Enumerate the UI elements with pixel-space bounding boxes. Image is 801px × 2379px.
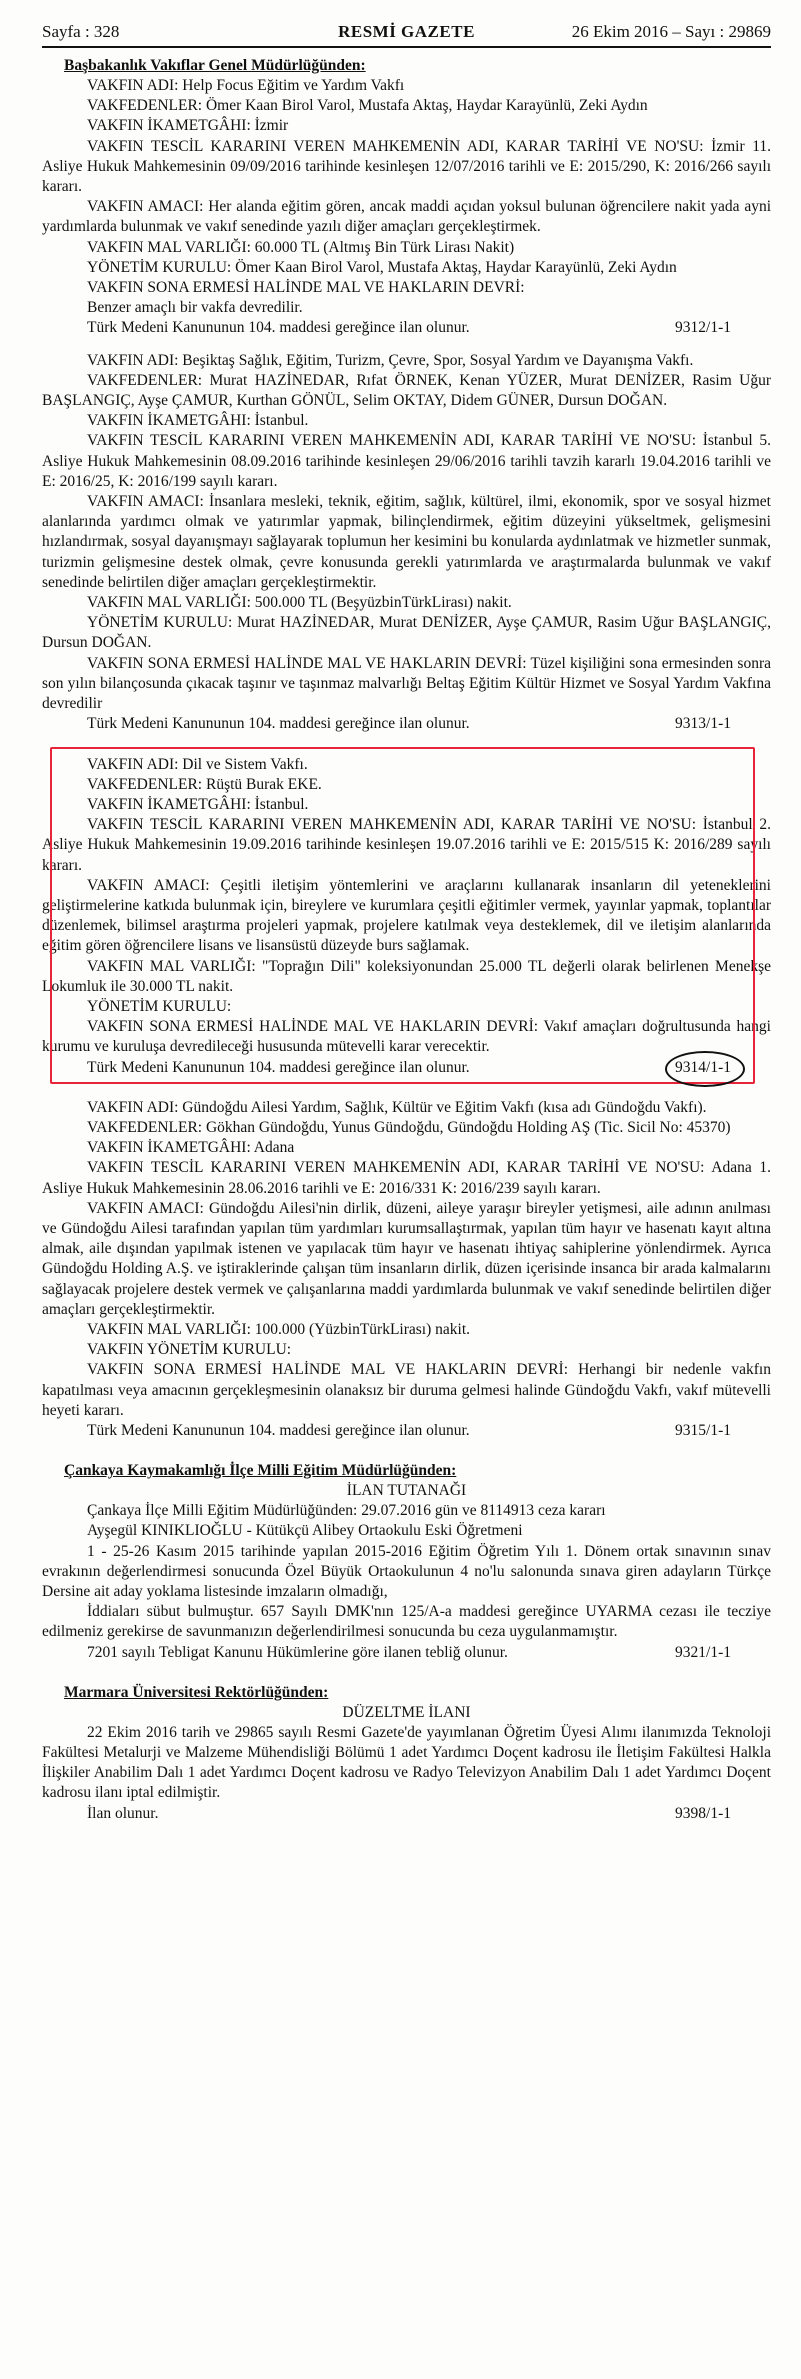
- foundation-name: VAKFIN ADI: Gündoğdu Ailesi Yardım, Sağlık, Kültür ve Eğitim Vakfı (kısa adı Gündoğdu Vakfı).: [87, 1098, 707, 1116]
- publication-title: RESMİ GAZETE: [338, 22, 475, 41]
- issue-date: 26 Ekim 2016 – Sayı : 29869: [571, 22, 771, 41]
- dissolution: VAKFIN SONA ERMESİ HALİNDE MAL VE HAKLARIN DEVRİ: Vakıf amaçları doğrultusunda hangi kurumu ve kuruluşa devredileceği hususunda mütevelli karar verecektir.: [42, 1018, 771, 1056]
- legal-notice: İlan olunur. 9398/1-1: [42, 1804, 771, 1824]
- section-title: Marmara Üniversitesi Rektörlüğünden:: [64, 1683, 329, 1701]
- paragraph: Çankaya İlçe Milli Eğitim Müdürlüğünden: 29.07.2016 gün ve 8114913 ceza kararı: [87, 1502, 606, 1520]
- foundation-name: VAKFIN ADI: Beşiktaş Sağlık, Eğitim, Turizm, Çevre, Spor, Sosyal Yardım ve Dayanışma Vakfı.: [87, 351, 694, 369]
- section-subtitle: DÜZELTME İLANI: [342, 1703, 471, 1721]
- reference-number: 9315/1-1: [675, 1422, 731, 1439]
- founders: VAKFEDENLER: Murat HAZİNEDAR, Rıfat ÖRNEK, Kenan YÜZER, Murat DENİZER, Rasim Uğur BAŞLANGIÇ, Ayşe ÇAMUR, Kurthan GÖNÜL, Selim OKTAY, Didem GÜNER, Dursun DOĞAN.: [42, 371, 771, 410]
- board: YÖNETİM KURULU:: [87, 997, 232, 1015]
- dissolution: VAKFIN SONA ERMESİ HALİNDE MAL VE HAKLARIN DEVRİ:: [87, 279, 525, 297]
- dissolution-detail: Benzer amaçlı bir vakfa devredilir.: [87, 299, 303, 317]
- announcement-help-focus: [42, 56, 771, 339]
- paragraph: İddiaları sübut bulmuştur. 657 Sayılı DMK'nın 125/A-a maddesi gereğince UYARMA cezası ile tecziye edilmeniz gerekirse de savunmanızın değerlendirilmesi sonucunda bu ceza uygulanmamıştır.: [42, 1603, 771, 1641]
- court-decision: VAKFIN TESCİL KARARINI VEREN MAHKEMENİN ADI, KARAR TARİHİ VE NO'SU: İstanbul 5. Asliye Hukuk Mahkemesinin 08.09.2016 tarihinde kesinleşen 29/06/2016 tarihli tavzih kararlı 19.04.2016 tarihli ve E: 2016/25, K: 2016/199 sayılı kararı.: [42, 432, 771, 490]
- paragraph: Ayşegül KINIKLIOĞLU - Kütükçü Alibey Ortaokulu Eski Öğretmeni: [87, 1522, 523, 1540]
- section-title: Başbakanlık Vakıflar Genel Müdürlüğünden:: [64, 57, 366, 74]
- announcement-besiktas: [42, 351, 771, 735]
- founders: VAKFEDENLER: Rüştü Burak EKE.: [87, 775, 322, 793]
- page-header: [42, 22, 771, 44]
- board: VAKFIN YÖNETİM KURULU:: [87, 1341, 292, 1359]
- court-decision: VAKFIN TESCİL KARARINI VEREN MAHKEMENİN ADI, KARAR TARİHİ VE NO'SU: İstanbul 2. Asliye Hukuk Mahkemesinin 19.09.2016 tarihinde kesinleşen 19.07.2016 tarihli ve E: 2015/515 K: 2016/289 sayılı kararı.: [42, 816, 771, 874]
- section-title: Çankaya Kaymakamlığı İlçe Milli Eğitim Müdürlüğünden:: [64, 1462, 457, 1480]
- dissolution: VAKFIN SONA ERMESİ HALİNDE MAL VE HAKLARIN DEVRİ: Tüzel kişiliğini sona ermesinden sonra son yılın bilançosunda çıkacak taşınır ve taşınmaz malvarlığı Beltaş Eğitim Kültür Hizmet ve Sosyal Yardım Vakfına devredilir: [42, 654, 771, 713]
- board: YÖNETİM KURULU: Ömer Kaan Birol Varol, Mustafa Aktaş, Haydar Karayünlü, Zeki Aydın: [87, 258, 677, 276]
- highlight-box: [50, 747, 755, 1084]
- legal-notice: Türk Medeni Kanununun 104. maddesi gereğince ilan olunur. 9313/1-1: [42, 714, 771, 734]
- residence: VAKFIN İKAMETGÂHI: İzmir: [87, 117, 289, 135]
- foundation-name: VAKFIN ADI: Dil ve Sistem Vakfı.: [87, 755, 308, 773]
- section-subtitle: İLAN TUTANAĞI: [346, 1482, 467, 1500]
- court-decision: VAKFIN TESCİL KARARINI VEREN MAHKEMENİN ADI, KARAR TARİHİ VE NO'SU: İzmir 11. Asliye Hukuk Mahkemesinin 09/09/2016 tarihinde kesinleşen 12/07/2016 tarihli ve E: 2015/290, K: 2016/266 sayılı kararı.: [42, 137, 771, 196]
- legal-notice: Türk Medeni Kanununun 104. maddesi gereğince ilan olunur. 9314/1-1: [42, 1058, 771, 1078]
- reference-number: 9398/1-1: [675, 1804, 731, 1822]
- assets: VAKFIN MAL VARLIĞI: "Toprağın Dili" koleksiyonundan 25.000 TL değerli olarak belirlenen Menekşe Lokumluk ile 30.000 TL nakit.: [42, 957, 771, 995]
- court-decision: VAKFIN TESCİL KARARINI VEREN MAHKEMENİN ADI, KARAR TARİHİ VE NO'SU: Adana 1. Asliye Hukuk Mahkemesinin 28.06.2016 tarihli ve E: 2016/331 K: 2016/239 sayılı kararı.: [42, 1159, 771, 1197]
- announcement-cankaya: [42, 1461, 771, 1663]
- purpose: VAKFIN AMACI: Her alanda eğitim gören, ancak maddi açıdan yoksul bulunan öğrencilere nakit yada ayni yardımlarda bulunmak ve vakıf senedinde yazılı diğer amaçları gerçekleştirmek.: [42, 198, 771, 236]
- reference-number: 9314/1-1: [675, 1058, 731, 1076]
- dissolution: VAKFIN SONA ERMESİ HALİNDE MAL VE HAKLARIN DEVRİ: Herhangi bir nedenle vakfın kapatılması veya amacının gerçekleşmesinin olanaksız bir duruma gelmesi halinde Gündoğdu Vakfı, vakıf mütevelli heyeti kararı.: [42, 1361, 771, 1419]
- board: YÖNETİM KURULU: Murat HAZİNEDAR, Murat DENİZER, Ayşe ÇAMUR, Rasim Uğur BAŞLANGIÇ, Dursun DOĞAN.: [42, 614, 771, 652]
- legal-notice: Türk Medeni Kanununun 104. maddesi gereğince ilan olunur. 9315/1-1: [42, 1421, 771, 1441]
- residence: VAKFIN İKAMETGÂHI: İstanbul.: [87, 795, 309, 813]
- assets: VAKFIN MAL VARLIĞI: 60.000 TL (Altmış Bin Türk Lirası Nakit): [87, 238, 515, 256]
- reference-circle-mark: [665, 1051, 745, 1087]
- assets: VAKFIN MAL VARLIĞI: 100.000 (YüzbinTürkLirası) nakit.: [87, 1320, 471, 1338]
- purpose: VAKFIN AMACI: Çeşitli iletişim yöntemlerini ve araçlarını kullanarak insanların dil yeteneklerini geliştirmelerine katkıda bulunmak için, bireylere ve kurumlara çeşitli eğitimler vermek, yayınlar yapmak, toplantılar düzenlemek, bilimsel araştırma projeleri yapmak, projelere katılmak veya desteklemek, dil ve iletişim alanlarında eğitim gören öğrencilere lisans ve lisansüstü düzeyde burs sağlamak.: [42, 876, 771, 955]
- foundation-name: VAKFIN ADI: Help Focus Eğitim ve Yardım Vakfı: [87, 77, 405, 94]
- reference-number: 9312/1-1: [675, 319, 731, 337]
- announcement-marmara: [42, 1683, 771, 1824]
- legal-notice: Türk Medeni Kanununun 104. maddesi gereğince ilan olunur. 9312/1-1: [42, 318, 771, 338]
- legal-notice: 7201 sayılı Tebligat Kanunu Hükümlerine göre ilanen tebliğ olunur. 9321/1-1: [42, 1643, 771, 1663]
- assets: VAKFIN MAL VARLIĞI: 500.000 TL (BeşyüzbinTürkLirası) nakit.: [87, 594, 512, 612]
- founders: VAKFEDENLER: Ömer Kaan Birol Varol, Mustafa Aktaş, Haydar Karayünlü, Zeki Aydın: [87, 97, 648, 115]
- reference-number: 9313/1-1: [675, 715, 731, 733]
- page-number: Sayfa : 328: [42, 22, 120, 41]
- founders: VAKFEDENLER: Gökhan Gündoğdu, Yunus Gündoğdu, Gündoğdu Holding AŞ (Tic. Sicil No: 45370): [87, 1118, 731, 1136]
- announcement-gundogdu: [42, 1098, 771, 1441]
- residence: VAKFIN İKAMETGÂHI: İstanbul.: [87, 412, 309, 430]
- residence: VAKFIN İKAMETGÂHI: Adana: [87, 1139, 295, 1157]
- header-rule: [42, 46, 771, 48]
- paragraph: 22 Ekim 2016 tarih ve 29865 sayılı Resmi Gazete'de yayımlanan Öğretim Üyesi Alımı ilanımızda Teknoloji Fakültesi Metalurji ve Malzeme Mühendisliği Bölümü 1 adet Yardımcı Doçent kadrosu ile İletişim Fakültesi Halkla İlişkiler Anabilim Dalı 1 adet Yardımcı Doçent kadrosu ve Radyo Televizyon Anabilim Dalı 1 adet Yardımcı Doçent kadrosu ilanı iptal edilmiştir.: [42, 1723, 771, 1802]
- purpose: VAKFIN AMACI: İnsanlara mesleki, teknik, eğitim, sağlık, kültürel, ilmi, ekonomik, spor ve sosyal hizmet alanlarında yardımcı olmak ve yatırımlar yapmak, bilinçlendirmek, eğitim düzeyini yükseltmek, gelişmesini hızlandırmak, sosyal dayanışmayı sağlayarak toplumun her kesimini bu konularda aydınlatmak ve hizmetler sunmak, turizmin gelişmesine destek olmak, çevre konusunda gerekli yatırımlarda ve araştırmalarda bulunmak ve vakıf senedinde belirtilen diğer amaçları gerçekleştirmektir.: [42, 493, 771, 591]
- paragraph: 1 - 25-26 Kasım 2015 tarihinde yapılan 2015-2016 Eğitim Öğretim Yılı 1. Dönem ortak sınavının sınav evrakının değerlendirmesi sonucunda Özel Büyük Ortaokulunun 4 no'lu salonunda sınava giren adayların Türkçe Dersine ait aday yoklama listesinde imzaların olmadığı,: [42, 1542, 771, 1601]
- purpose: VAKFIN AMACI: Gündoğdu Ailesi'nin dirlik, düzeni, aileye yaraşır bireyler yetişmesi, aile adının anılması ve Gündoğdu Ailesi tarafından yapılan tüm yardımları kurumsallaştırmak, yapılan tüm hayır ve hasenatı kayıt altına almak, aile dışından yapılmak istenen ve yapılacak tüm hayır ve hasenatı ihtiyaç sahiplerine yönlendirmek. Ayrıca Gündoğdu Holding A.Ş. ve iştiraklerinde çalışan tüm insanların dirlik, düzen içerisinde insanca bir arada kalmalarını sağlayacak projelere destek vermek ve çalışanlarına maddi yardımlarda bulunmak ve vakıf senedinde belirtilen diğer amaçları gerçekleştirmektir.: [42, 1199, 771, 1318]
- reference-number: 9321/1-1: [675, 1643, 731, 1661]
